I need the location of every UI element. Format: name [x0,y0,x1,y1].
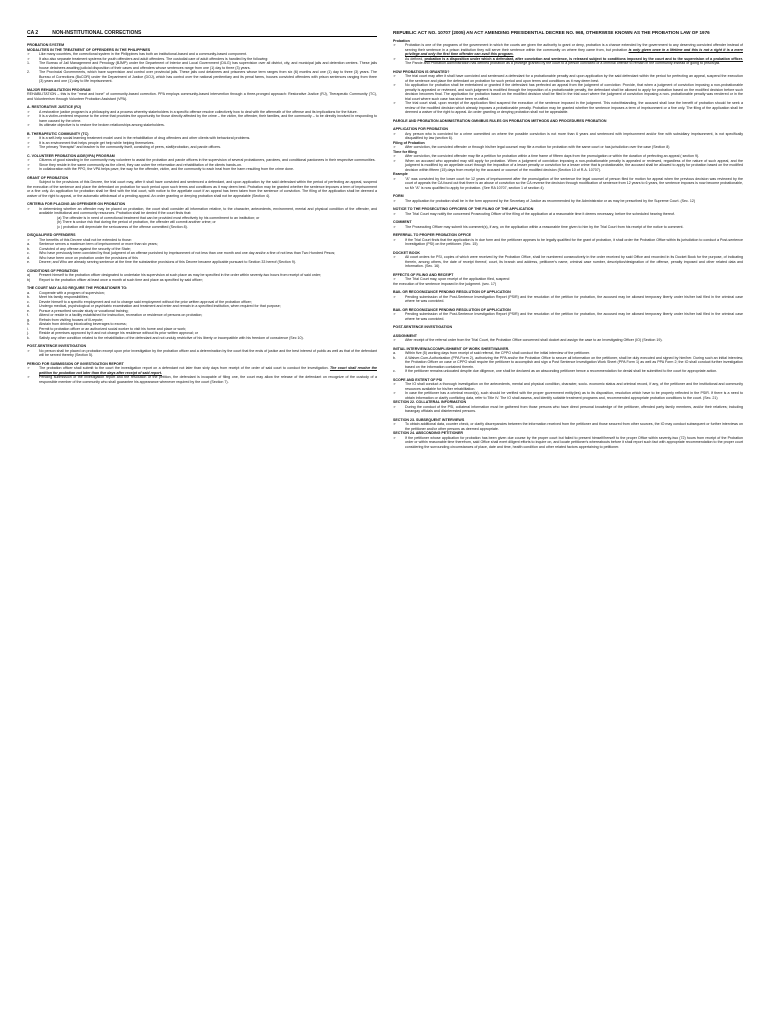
bullet-marker: ➢ [393,404,397,409]
law-title: REPUBLIC ACT NO. 10707 (2005) AN ACT AMENDING PRESIDENTIAL DECREE NO. 968, OTHERWISE KNOWN AS THE PROBATION LAW OF 1976 [393,30,710,35]
bullet-marker: a. [27,290,30,295]
bullet-marker: ➢ [393,158,397,163]
bullet-marker: b. [27,246,30,251]
section-title: Example [393,172,408,177]
list-item: ➢ Probation is one of the programs of the government in which the courts are given the authority to grant or deny, probation is a chance extended by the government to any deserving convicted offender instead of serving their sentence in a prison institution they will serve their sentence within the community on where they came from, but probation is only given once in a lifetime and this is not a right it is a mere privilege and only the first time offender can avail this program. [393,43,743,57]
list-item-text: The application for probation shall be in the form approved by the Secretary of Justice as recommended by the Administrator or as may be prescribed by the Supreme Court. (Sec. 12) [405,198,696,203]
bullet-marker: 1. [27,61,30,65]
list-item-text: Abstain from drinking intoxicating beverages to excess; [39,322,127,326]
list-item-text: The Bureau of Jail Management and Penology (BJMP) under the Department of Interior and Local Government (DILG) has supervision over all district, city, and municipal jails and detention centers. These jails house detainees awaiting judicial disposition of their cases and offenders whose sentences range from one (1) day to three (3) years. [39,61,377,70]
bullet-marker: ➢ [27,167,31,171]
list-item [393,382,743,391]
list-item-text: Convicted of any offense against the security of the State; [39,246,131,251]
list-item-text: If the Trial Court finds that the application is in due form and the petitioner appears to be legally qualified for the grant of probation, it shall order the Probation Office within its jurisdiction to conduct a Post-sentence Investigation (PSI) on the petitioner. (Sec. 15) [405,237,743,247]
list-item-text: It is an environment that helps people get help while helping themselves. [39,140,155,145]
bullet-list [393,382,743,400]
bullet-marker: i. [27,326,29,331]
section-title: INITIAL INTERVIEW/ACCOMPLISHMENT OF WORK SHEET/WAIVER. [393,346,510,351]
bullet-list [27,136,377,150]
bullet-marker: ➢ [393,391,397,396]
bullet-marker: c. [27,251,30,255]
bullet-list [393,212,743,217]
list-item-text: Permit to probation officer or an authorized social worker to visit his home and place or work; [39,326,187,331]
list-item-text: If the petitioner whose application for probation has been given due course by the proper court but failed to present himself/herself to the proper Office within seventy-two (72) hours from receipt of the Probation order or within reasonable time therefrom, said Office shall exert diligent efforts to inquire on, and locate petitioner's whereabouts before it shall report such fact with appropriate recommendation to the proper court considering the surrounding circumstances of place, date and time, health condition and other related factors appertaining to petitioner. [405,435,743,449]
section-title: POST-SENTENCE INVESTIGATION [393,325,453,330]
list-item-text: Cooperate with a program of supervision; [39,290,105,295]
bullet-marker: f. [27,313,29,317]
list-item: ➢ Pending submission of the investigation report and the resolution of the petition, the defendant is incapable of filing one, the court may allow the release of the defendant on recognize of the custody of a responsible member of the community who shall guarantee his appearance whenever required by the court (Section 7). [27,375,377,384]
list-item-text: No application for probation shall be entertained or granted if the defendant has perfected an appeal from the judgment of conviction: Provide, that when a judgment of conviction imposing a non-probationable penalty is appealed or reviewed, and such judgment is modified through the imposition of a probationable penalty, the defendant shall be allowed to apply for probation based on the modified decision before such decision becomes final. The application for probation based on the modified decision shall be filed in the trial court where the judgment of conviction imposing a non- probationable penalty was rendered or in the trial court where such case has since been re-raffled. [405,83,743,101]
bullet-marker: ➢ [393,145,397,150]
bullet-list [393,74,743,115]
bullet-marker: b. [393,355,396,360]
bullet-marker: d. [27,304,30,308]
list-item [393,405,743,414]
list-item [27,61,377,70]
list-item-text: Undergo medical, psychological or psychiatric examination and treatment and enter and remain in a specified institution, when required for that purpose; [39,304,281,308]
bullet-marker: ➢ [393,294,397,299]
bullet-marker: ➢ [393,224,397,229]
list-item [27,145,377,150]
list-item-text: The trial court shall, upon receipt of the application filed suspend the execution of the sentence imposed in the judgment. This notwithstanding, the accused shall lose the benefit of probation should he seek a review of the modified decision which already imposes a probationable penalty. Probation may be granted whether the sentence imposes a term of imprisonment or a fine only. The filing of the application shall be deemed a waiver of the right to appeal. An order granting or denying probation shall not be appealable. [405,101,743,115]
list-item [393,74,743,83]
list-item-text: (c ) probation will depreciate the seriousness of the offense committed (Section 8). [57,224,188,229]
bullet-list [393,145,743,150]
section-title: SECTION 23. SUBSEQUENT INTERVIEWS [393,417,465,422]
list-item [27,336,377,341]
list-item-text: Meet his family responsibilities; [39,295,89,299]
section-title: SECTION 24. ABSCONDING PETITIONER [393,431,463,436]
list-item [393,356,743,370]
section-title: CRITERIA FOR PLACING AN OFFENDER ON PROBATION [27,202,126,206]
list-item-text: Any person who is convicted for a crime committed on where the possible conviction is not more than 6 years and sentenced with imprisonment and/or fine with subsidiary imprisonment, is not specifically disqualified by law (section 6). [405,131,743,141]
section-title: Probation [393,38,410,43]
right-column [393,30,743,449]
bullet-list [393,405,743,414]
conditions-list [27,273,377,282]
bullet-marker: a. [393,351,396,356]
list-item-text: Citizens of good standing in the community may volunteer to assist the probation and parole officers in the supervision of several probationers, parolees, and conditional pardonees in their respective communities. [39,158,376,162]
bullet-marker: b. [27,295,30,299]
list-item-text: The benefits of this Decree shall not be extended to those: [39,237,132,242]
section-title: REFERRAL TO PROPER PROBATION OFFICE [393,233,472,238]
list-item-text: Who have previously been convicted by final judgment of an offense punished by imprisonment of not less than one month and one day and/or a fine of not less than Two Hundred Pesos; [39,251,336,255]
section-title: POST-SENTENCE INVESTIGATION [27,344,87,348]
bullet-marker: b) [27,277,31,282]
list-item-text: It is a victim-centered response to the crime that provides the opportunity for those directly affected by the crime – the victim, the offender, their families, and the community – to be directly involved in responding to harm caused by the crime. [39,114,377,123]
list-item [393,145,743,150]
section-title: MAJOR REHABILITATION PROGRAM [27,87,91,92]
list-item-text: It also also separate treatment systems for youth offenders and adult offenders. The custodial care of adult offenders is handled by the following: [39,56,269,61]
bullet-marker: ➢ [27,56,31,61]
section-title: APPLICATION FOR PROBATION [393,127,448,132]
list-item-text: In collaboration with the PPO, the VPA helps pave, the way for the offender, victim, and the community to each heal from the harm resulting from the crime done. [39,167,294,171]
bullet-list [393,177,743,191]
list-item [27,114,377,123]
bullet-marker: ➢ [27,114,31,118]
bullet-marker: ➢ [27,158,31,162]
bullet-marker: a. [27,242,30,246]
list-item [393,177,743,191]
list-item-text: After receipt of the referral order from the Trial Court, the Probation Office concerned shall docket and assign the case to an Investigating Officer (IO) (Section 19). [405,338,663,343]
section-title: ASSIGNMENT [393,333,417,338]
list-item-text: The Prosecuting Officer may submit his comment(s), if any, on the application within a reasonable time given to him by the Trial Court from his receipt of the notice to comment. [405,224,684,229]
list-item [393,369,743,374]
list-item-text: Refrain from visiting houses of ill-repute; [39,317,104,322]
list-item-text: The trial court may after it shall have convicted and sentenced a defendant for a probationable penalty and upon application by the said defendant within the period for perfecting an appeal, suspend the execution of the sentence and place the defendant on probation for such period and upon terms and conditions as it may deem best. [405,74,743,83]
list-item-text: Pending submission of the Post-Sentence Investigation Report (PSIR) and the resolution of the petition for probation, the accused may be allowed temporary liberty under his/her bail filed in the criminal case where he was convicted. [405,312,743,321]
list-item-text: Since they reside in the same community as the client, they can usher the reformation and rehabilitation of the clients hands-on. [39,162,242,167]
list-item [393,212,743,217]
section-subtitle: MODALITIES IN THE TREATMENT OF OFFENDERS IN THE PHILIPPINES [27,47,151,52]
list-item-text: After conviction, the convicted offender may file a petition for probation within a time frame of fifteen days from the promulgation or within the duration of perfecting an appeal ( section 9). [405,154,700,159]
bullet-marker: 2. [27,70,30,74]
bullet-marker: ➢ [393,255,397,260]
bullet-marker: c. [27,299,30,304]
section-title: COMMENT [393,220,412,225]
bullet-marker: ➢ [393,237,397,242]
bullet-marker: ➢ [27,162,31,167]
interview-list [393,351,743,374]
list-item [393,312,743,321]
list-item: ➢ In determining whether an offender may be placed on probation, the court shall consider all information relative, to the character, antecedents, environment, mental and physical condition of the offender, and available institutional and community resources. Probation shall be denied if the court finds that: [27,206,377,215]
requirements-list [27,291,377,341]
bullet-marker: ➢ [393,382,397,387]
paragraph: REHABILITATION – this is the "meat and bone" of community-based correction. PPA employs community-based intervention through a three-pronged approach: Restorative Justice (RJ), Therapeutic Community (TC), and Volunteerism through Volunteer Probation Assistant (VPA). [27,92,377,101]
list-item-text: When an accused who appealed may still apply for probation. When a judgment of conviction imposing a non-probationable penalty is appealed or reviewed, regardless of the nature of such appeal, and the judgment is modified by an appellate court through the imposition of a lesser penalty or conviction for a lesser crime that is probationable, the accused shall be allowed to apply for probation based on the modified decision within fifteen (15) days from receipt by the accused or counsel of the modified decision (Section 10 of R.A. 10707). [405,158,743,172]
section-title: Time for filing [393,149,417,154]
section-title: PAROLE AND PROBATION ADMINISTRATION OMNIBUS RULES ON PROBATION METHODS AND PROCEDURES PROBATION [393,118,607,123]
bullet-marker: ➢ [393,101,397,106]
list-item: ➢ The Trial Court may, upon receipt of the application filed, suspend [393,277,510,282]
list-item-text: After conviction, the convicted offender or through his/her legal counsel may file a motion for probation with the same court or has jurisdiction over the case (Section 8) [405,145,670,150]
paragraph: Subject to the provisions of this Decree, the trial court may, after it shall have convicted and sentenced a defendant, and upon application by the said defendant within the period of perfecting an appeal, suspend the execution of the sentence and place the defendant on probation for such period upon such terms and conditions as it may deem best. Probation may be granted whether the sentence imposes a term of imprisonment or a fine only. An application for probation shall be filed with the trial court, with notice to the appellate court if an appeal has been taken from the sentence of conviction. The filing of the application shall be deemed a waiver of the right to appeal, or the automatic withdrawal of a pending appeal. An order granting or denying probation shall not be appealable (Section 4). [27,180,377,198]
bullet-marker: ➢ [27,136,31,140]
paragraph: the execution of the sentence imposed in the judgment. (sec. 17) [393,281,497,286]
section-title: SCOPE AND EXTENT OF PSI [393,377,443,382]
list-item-text: The Provincial Governments, which have supervision and control over provincial jails. These jails cost detainees and prisoners whose term ranges from six (6) months and one (1) day to three (3) years. The Bureau of Corrections (BuCOR) under the Department of Justice (DOJ), which has control over the national penitentiary and its penal farms, houses convicted offenders with prison sentences ranging from three (3) years and one (1) day to life imprisonment. [39,70,377,83]
bullet-list [393,436,743,450]
bullet-marker: j. [27,331,29,335]
list-item [27,260,377,265]
bullet-marker: ➢ [393,422,397,427]
list-item [27,278,377,283]
bullet-marker: ➢ [393,338,397,343]
bullet-marker: c. [393,369,396,374]
bullet-marker: d. [27,255,30,260]
bullet-marker: g. [27,317,30,322]
bullet-marker: ➢ [27,348,31,353]
bullet-list [27,349,377,358]
bullet-marker: ➢ [27,140,31,145]
section-title: BAIL OR RECOGNIZANCE PENDING RESOLUTION OF APPLICATION [393,290,511,295]
modalities-list [27,52,377,84]
bullet-marker: ➢ [393,83,397,88]
list-item [393,255,743,269]
bullet-marker: h. [27,322,30,326]
bullet-marker: ➢ [393,312,397,317]
list-item-text: Like many countries, the correctional system in the Philippines has both an institutional-based and a community-based component. [39,52,247,56]
bullet-list [27,110,377,128]
bullet-list [393,132,743,141]
section-title: FORM [393,194,404,199]
list-item-text: A restorative justice program is a philosophy and a process whereby stakeholders in a specific offense resolve collectively how to deal with the aftermath of the offense and its implications for the future. [39,109,358,114]
list-item-text: The primary "therapist" and teacher is the community itself, consisting of peers, staff/probation, and parole officers. [39,145,221,149]
list-item [27,70,377,84]
bullet-list [393,154,743,172]
section-title: B. THERAPEUTIC COMMUNITY (TC) [27,131,89,136]
list-item [57,225,377,230]
list-item [393,159,743,173]
list-item [393,436,743,450]
list-item-text: A Waiver-Cum-Authorization (PPA Form 2), authorizing the PPA and/or the Probation Office to secure all information on the petitioner, shall be duly executed and signed by him/her. During such an initial interview, the Probation Officer on case or CPPO shall require the petitioner to accomplish and sign a Post Sentence Investigation Work Sheet (PPA Form 1) as well as PPA Form 2; the IO shall conduct further investigation based on the information contained therein. [405,355,743,369]
list-item [393,338,743,343]
list-item-text: Present himself to the probation officer designated to undertake his supervision at such place as may be specified in the order within seventy-two hours from receipt of said order; [39,273,322,277]
list-item-text: During the conduct of the PSI, collateral information must be gathered from those persons who have direct personal knowledge of the petitioner, offended party family members, and/or their relatives; including barangay officials and disinterested persons. [405,404,743,414]
section-title: THE COURT MAY ALSO REQUIRE THE PROBATIONER TO: [27,286,128,290]
bullet-list [393,255,743,269]
list-item-text: In case the petitioner has a criminal record(s), such should be verified with the proper government entity(ies) as to its disposition, resolution which have to be properly reflected in the PSIR. If there is a need to obtain information or clarify conflicting data, refer to Title IV. The IO shall assess, and identify suitable treatment programs and, recommended appropriate probation conditions to the court. (Sec. 21) [405,391,743,400]
list-item [27,167,377,172]
bullet-list [393,199,743,204]
list-item: ➢ The probation officer shall submit to the court the investigation report on a defendant not later than sixty days from receipt of the order of said court to conduct the investigation. The court shall resolve the petition for probation not later than five days after receipt of said report. [27,366,377,375]
section-title: SECTION 22. COLLATERAL INFORMATION [393,400,467,405]
section-title: GRANT OF PROBATION [27,175,69,180]
list-item [393,132,743,141]
bullet-marker: ➢ [27,123,31,127]
course-code: CA 2 [27,30,39,36]
list-item-text: (a) The offender is in need of correctional treatment that can be provided most effectively by his commitment to an institution; or [57,215,260,220]
list-item [393,295,743,304]
list-item-text: Devote himself to a specific employment and not to change said employment without the prior written approval of the probation officer; [39,299,252,304]
bullet-list [393,295,743,304]
criteria-sublist [27,216,377,230]
bullet-list [27,158,377,172]
bullet-marker: ➢ [393,131,397,136]
section-title: A. RESTORATIVE JUSTICE (RJ) [27,105,81,109]
bullet-list [393,312,743,321]
list-item-text: "A" was convicted by the lower court for 12 years of imprisonment after the promulgation of the sentence the legal counsel of person filed for motion for appeal when the previous decision was reviewed by the court of appeals the CA found out that there is an abuse of conviction so the CA reverse the decision through modification of sentence from 12 years to 6 years, the sentence imposes is now become probationable, so Mr "A" is now qualified to apply for probation. (See RA 10707, section 1 of section 4) [405,176,744,190]
list-item-text: All court orders for PSI, copies of which were received by the Probation Office, shall be numbered consecutively in the order received by said Office and recorded in its Docket Book for the purpose, of indicating therein, among others, the date of receipt thereof, court, its branch and address, petitioner's name, criminal case number, description/designation of the offense, penalty imposed and other related data and information. (Sec. 16) [405,255,743,269]
list-item-text: (b) There is undue risk that during the period of probation, the offender will commit another crime; or [57,220,216,224]
list-item [393,391,743,400]
bullet-marker: ➢ [27,145,31,149]
list-item [393,101,743,115]
list-item [393,199,743,204]
bullet-list [393,422,743,431]
list-item-text: The Trial Court may notify the concerned Prosecuting Officer of the filing of the application at a reasonable time it deems necessary, before the scheduled hearing thereof. [405,211,675,216]
list-item [27,123,377,128]
list-item [393,83,743,101]
bullet-marker: ➢ [393,176,397,181]
list-item-text: Pursue a prescribed secular study or vocational training; [39,308,129,313]
section-title: BAIL OR RECOGNIZANCE PENDING RESOLUTION OF APPLICATION [393,307,511,312]
list-item-text: It is a self-help social learning treatment model used in the rehabilitation of drug offenders and other clients with behavioral problems. [39,136,251,140]
list-item-text: Who have been once on probation under the provisions of this [39,255,138,260]
list-item-text: Attend or reside in a facility established for instruction, recreation or residence of persons on probation; [39,313,203,317]
bullet-marker: ➢ [393,198,397,203]
left-column [27,30,377,384]
document-title: NON-INSTITUTIONAL CORRECTIONS [52,30,142,36]
section-title: HOW PROBATION IS GRANTED? [393,69,450,74]
disqualified-list [27,238,377,265]
section-title: CONDITIONS OF PROBATION [27,268,78,273]
list-item-text: To obtain additional data, counter check, or clarify discrepancies between the information received from the petitioner and those secured from other sources, the IO may conduct subsequent or further interviews on the petitioner and/or other persons as deemed appropriate. [405,422,743,431]
bullet-marker: e. [27,308,30,313]
bullet-marker: ➢ [27,52,31,56]
bullet-list [393,225,743,230]
bullet-marker: k. [27,335,30,340]
bullet-list [393,238,743,247]
section-title: C. VOLUNTEER PROBATION AIDE(VPA) PROGRAM [27,153,115,158]
list-item-text: Sentence serves a maximum term of imprisonment or more than six years; [39,242,158,246]
bullet-marker: ➢ [393,74,397,79]
bullet-list [393,338,743,343]
page-header [27,30,377,37]
bullet-marker: ➢ [27,109,31,114]
bullet-marker: ➢ [393,211,397,216]
section-title: DISQUALIFIED OFFENDERS [27,233,76,237]
list-item-text: Pending submission of the Post-Sentence Investigation Report (PSIR) and the resolution of the petition for probation, the accused may be allowed temporary liberty under his/her bail filed in the criminal case where he was convicted. [405,294,743,304]
section-title: PERIOD FOR SUBMISSION OF INVESTIGATION REPORT [27,361,124,366]
list-item [393,225,743,230]
list-item-text: Within five (5) working days from receipt of said referral, the CPPO shall conduct the initial interview of the petitioner. [405,351,590,356]
section-title: PROBATION SYSTEM [27,43,65,47]
section-title: EFFECTS OF FILING AND RECEIPT [393,272,454,277]
list-item-text: No person shall be placed on probation except upon prior investigation by the probation officer and a determination by the court that the ends of justice and the best interest of public as well as that of the defendant will be served thereby (Section 5). [39,348,377,357]
list-item-text: Report to the probation officer at least once a month at such time and place as specified by said officer; [39,277,203,282]
bullet-marker: ➢ [393,435,397,440]
section-title: Filing of Probation [393,140,425,145]
list-item-text: Its ultimate objective is to restore the broken relationships among stakeholders. [39,123,165,127]
bullet-marker: ➢ [27,237,31,242]
list-item [393,238,743,247]
section-title: NOTICE TO THE PROSECUTING OFFICERS OF THE FILING OF THE APPLICATION [393,207,534,212]
list-item [393,422,743,431]
list-item: ➢ As defined, probation is a disposition under which a defendant, after conviction and sentence, is released subject to conditions imposed by the court and to the supervision of a probation officer. The Parole and Probation Administration has defined probation as a privilege granted by the court to a person convicted of a criminal offense to remain in the community instead of going to prison/jail. [393,56,744,66]
list-item-text: The IO shall conduct a thorough investigation on the antecedents, mental and physical condition, character, socio- economic status and criminal record, if any, of the petitioner and the institutional and community resources available for his/her rehabilitation. [405,382,743,391]
section-title: DOCKET BOOK [393,250,420,255]
list-item-text: Decree; and Who are already serving sentence at the time the substantive provisions of this Decree became applicable pursuant to Section 33 hereof (Section 9). [39,260,296,264]
bullet-marker: ➢ [393,154,397,159]
list-item-text: Satisfy any other condition related to the rehabilitation of the defendant and not unduly restrictive of his liberty or incompatible with his freedom of conscience (Sec 10). [39,335,304,340]
bullet-marker: a) [27,273,31,277]
list-item-text: Reside at premises approved by it and not change his residence without its prior written approval; or [39,331,199,335]
list-item-text: If the petitioner remains unlocated despite due diligence, one shall be declared as an absconding petitioner hence a recommendation for denial shall be submitted to the court for appropriate action. [405,369,718,374]
bullet-marker: e. [27,260,30,264]
list-item [27,349,377,358]
